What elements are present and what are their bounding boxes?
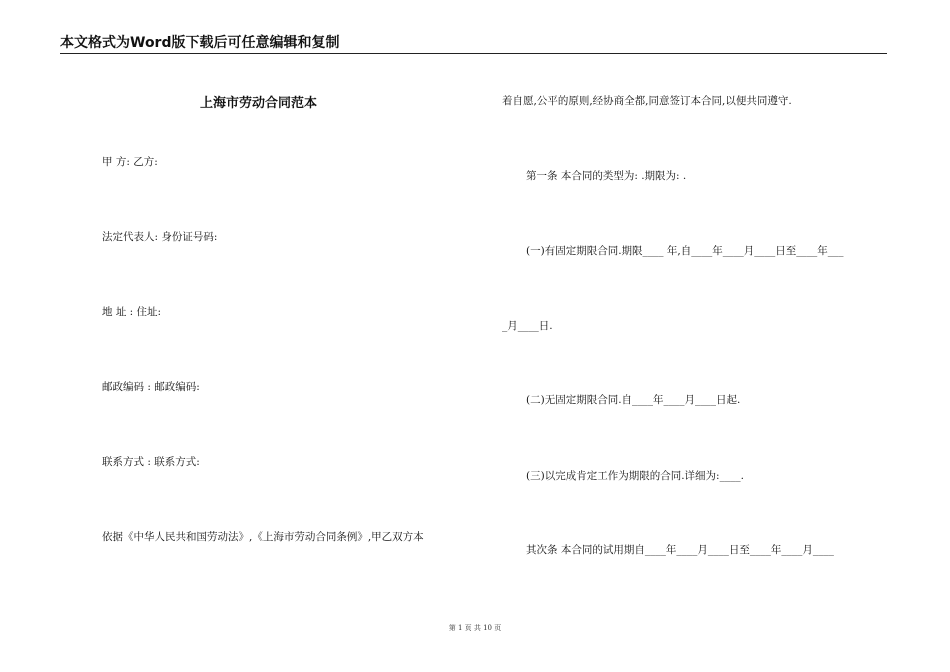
probation-line: 其次条 本合同的试用期自____年____月____日至____年____月____: [526, 544, 834, 556]
contact-line: 联系方式 : 联系方式:: [102, 456, 200, 468]
document-title: 上海市劳动合同范本: [200, 96, 318, 111]
open-term-line: (二)无固定期限合同.自____年____月____日起.: [526, 394, 741, 406]
article-one-line: 第一条 本合同的类型为: .期限为: .: [526, 170, 687, 182]
fixed-term-line: (一)有固定期限合同.期限____ 年,自____年____月____日至____年___: [526, 245, 844, 257]
fixed-term-line-continued: _月____日.: [502, 320, 553, 332]
basis-paragraph-continued: 着自愿,公平的原则,经协商全都,同意签订本合同,以便共同遵守.: [502, 95, 792, 107]
address-line: 地 址 : 住址:: [102, 306, 162, 318]
postal-code-line: 邮政编码 : 邮政编码:: [102, 381, 200, 393]
basis-paragraph-start: 依据《中华人民共和国劳动法》,《上海市劳动合同条例》,甲乙双方本: [102, 531, 424, 543]
legal-rep-line: 法定代表人: 身份证号码:: [102, 231, 218, 243]
page-number: 第 1 页 共 10 页: [448, 624, 502, 632]
task-term-line: (三)以完成肯定工作为期限的合同.详细为:____.: [526, 470, 744, 482]
page-header-banner: 本文格式为Word版下载后可任意编辑和复制: [60, 35, 340, 51]
party-line: 甲 方: 乙方:: [102, 156, 158, 168]
header-divider: [60, 53, 887, 54]
